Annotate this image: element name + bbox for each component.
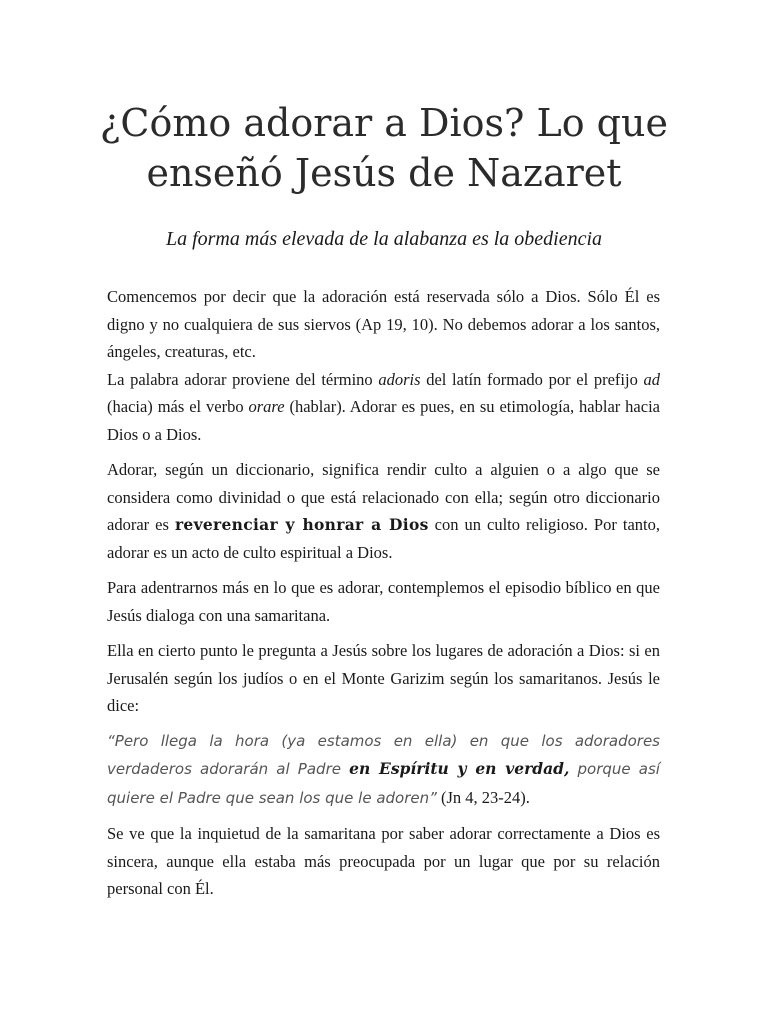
term-orare: orare	[248, 397, 285, 416]
title-line-1: ¿Cómo adorar a Dios? Lo que	[100, 101, 668, 145]
article-body	[107, 283, 660, 911]
paragraph-5: Ella en cierto punto le pregunta a Jesús sobre los lugares de adoración a Dios: si en Jerusalén según los judíos o en el Monte Garizim según los samaritanos. Jesús le dice:	[107, 641, 660, 715]
paragraph-6: Se ve que la inquietud de la samaritana por saber adorar correctamente a Dios es sincera, aunque ella estaba más preocupada por un lugar que por su relación personal con Él.	[107, 824, 660, 898]
emphasis-reverenciar: reverenciar y honrar a Dios	[174, 515, 429, 534]
article-subtitle: La forma más elevada de la alabanza es la obediencia	[165, 228, 603, 250]
term-adoris: adoris	[378, 369, 421, 389]
term-ad: ad	[643, 369, 661, 389]
quote-emphasis: en Espíritu y en verdad,	[349, 759, 570, 778]
paragraph-4: Para adentrarnos más en lo que es adorar, contemplemos el episodio bíblico en que Jesús dialoga con una samaritana.	[107, 578, 660, 625]
bible-quote: “Pero llega la hora (ya estamos en ella) en que los adoradores verdaderos adorarán al Padre en Espíritu y en verdad, porque así quiere el Padre que sean los que le adoren” (Jn 4, 23-24).	[107, 731, 660, 807]
paragraph-2: La palabra adorar proviene del término adoris del latín formado por el prefijo ad (hacia) más el verbo orare (hablar). Adorar es pues, en su etimología, hablar hacia Dios o a Dios.	[107, 369, 661, 444]
title-line-2: enseñó Jesús de Nazaret	[146, 151, 622, 195]
paragraph-1: Comencemos por decir que la adoración está reservada sólo a Dios. Sólo Él es digno y no cualquiera de sus siervos (Ap 19, 10). No debemos adorar a los santos, ángeles, creaturas, etc.	[107, 287, 660, 361]
paragraph-3: Adorar, según un diccionario, significa rendir culto a alguien o a algo que se considera como divinidad o que está relacionado con ella; según otro diccionario adorar es reverenciar y honrar a Dios con un culto religioso. Por tanto, adorar es un acto de culto espiritual a Dios.	[107, 460, 660, 562]
article-title	[60, 98, 708, 198]
quote-reference: (Jn 4, 23-24).	[436, 787, 530, 807]
